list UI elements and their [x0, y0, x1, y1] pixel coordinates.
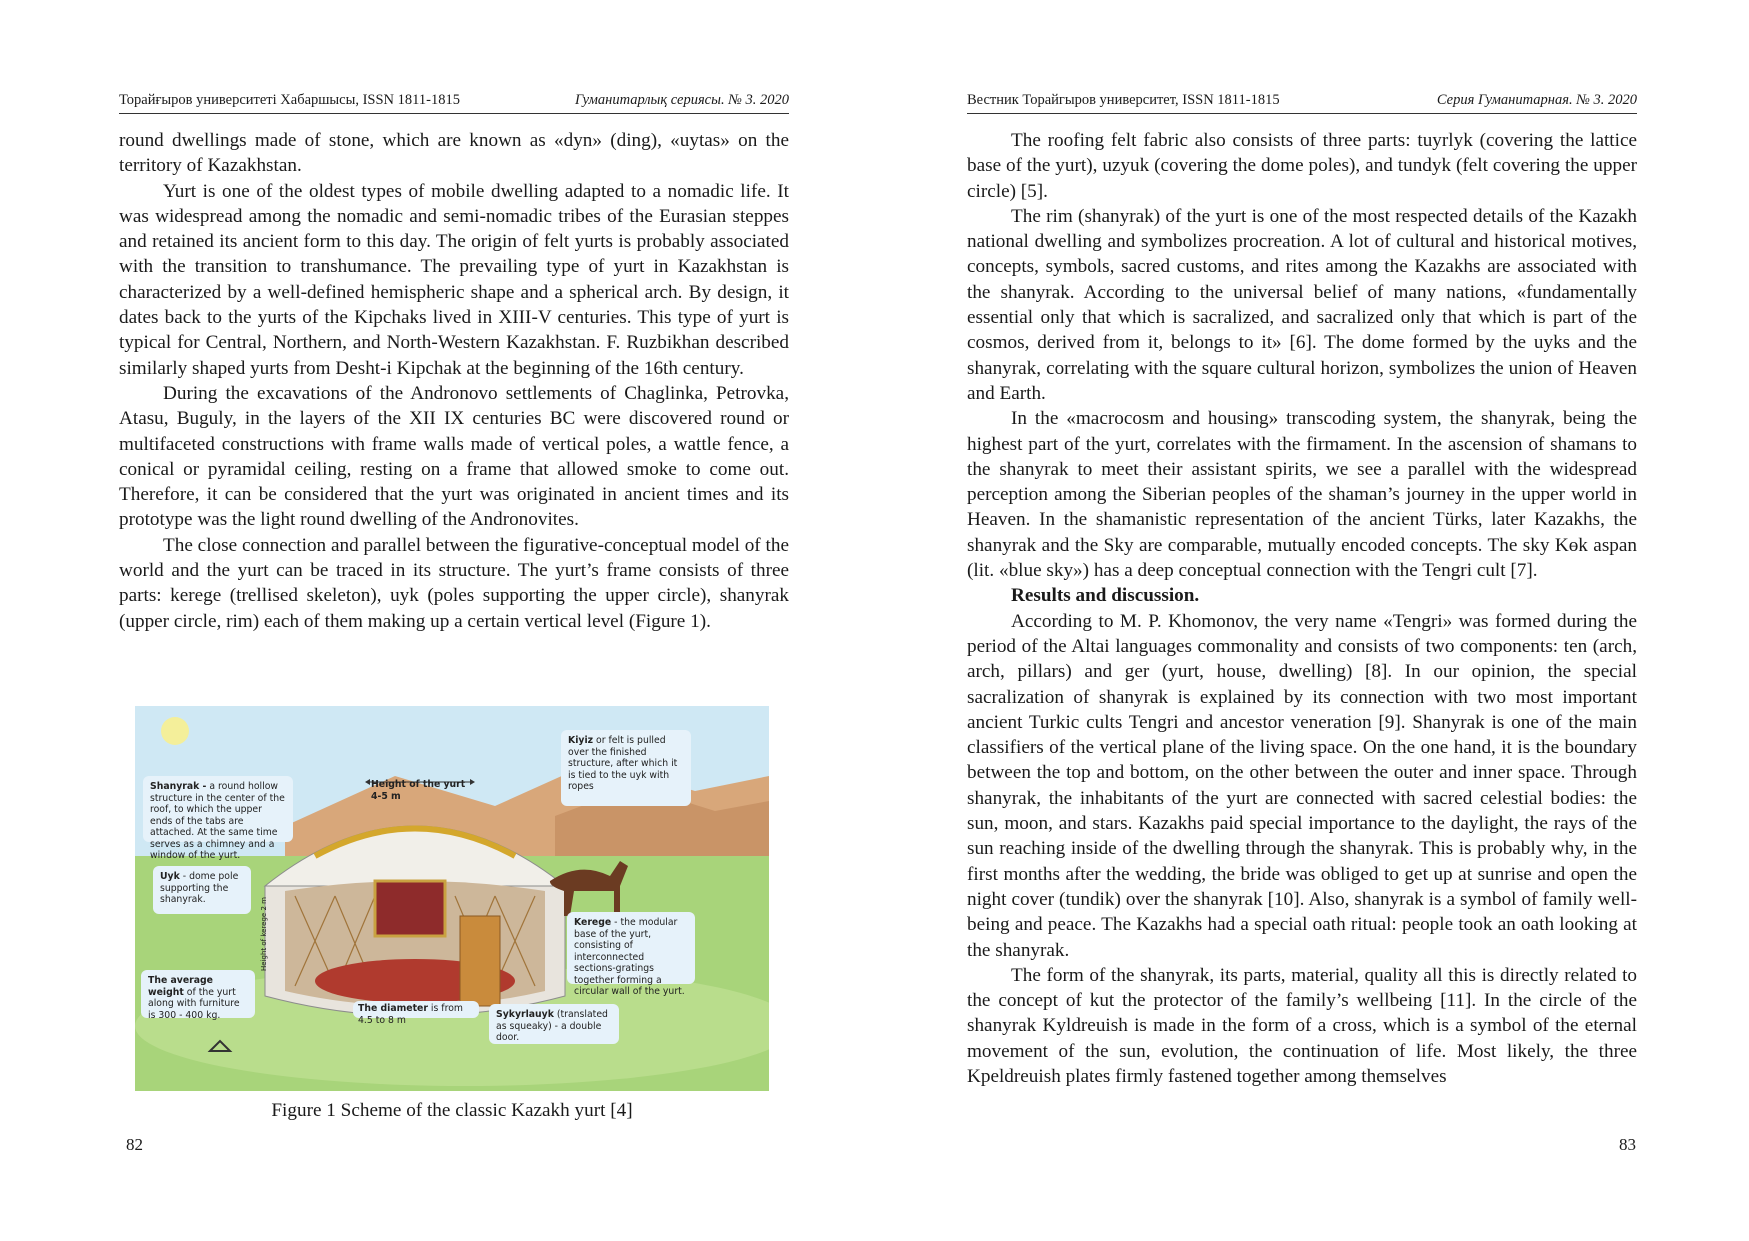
journal-title: Вестник Торайгыров университет, ISSN 1811-1815: [967, 92, 1280, 108]
callout-title: Uyk: [160, 871, 180, 882]
callout-text: - dome pole supporting the shanyrak.: [160, 871, 239, 905]
paragraph: The roofing felt fabric also consists of three parts: tuyrlyk (covering the lattice base of the yurt), uzyuk (covering the dome poles), and tundyk (felt covering the upper circle) [5].: [967, 130, 1637, 202]
weight-callout: [141, 970, 255, 1021]
callout-text: (translated as squeaky) - a double door.: [496, 1009, 608, 1043]
journal-title: Торайғыров университеті Хабаршысы, ISSN 1811-1815: [119, 92, 460, 108]
yurt-height-label: [367, 778, 477, 802]
callout-title: Kerege: [574, 917, 612, 928]
figure-caption: Figure 1 Scheme of the classic Kazakh yurt [4]: [271, 1100, 633, 1121]
left-page: [0, 0, 874, 1241]
page-number: 83: [1619, 1135, 1636, 1154]
running-header: [967, 92, 1637, 114]
callout-text: a round hollow structure in the center of the roof, to which the upper ends of the tabs are attached. At the same time serves as a chimney and a window of the yurt.: [150, 781, 285, 861]
callout-text: is from 4.5 to 8 m: [358, 1003, 463, 1026]
callout-text: or felt is pulled over the finished structure, after which it is tied to the uyk with ropes: [568, 735, 678, 792]
running-header: [119, 92, 789, 114]
shanyrak-callout: [143, 776, 293, 861]
callout-title: Shanyrak -: [150, 781, 207, 792]
series-title: Серия Гуманитарная. № 3. 2020: [1436, 92, 1637, 108]
diameter-callout: [353, 1001, 479, 1026]
paragraph: The rim (shanyrak) of the yurt is one of the most respected details of the Kazakh national dwelling and symbolizes procreation. A lot of cultural and historical motives, concepts, symbols, sacred customs, and rites among the Kazakhs are associated with the shanyrak. According to the universal belief of many nations, «fundamentally essential only that which is sacralized, and sacralized only that which is part of the cosmos, derived from it, belongs to it» [6]. The dome formed by the uyks and the shanyrak, correlating with the square cultural horizon, symbolizes the union of Heaven and Earth.: [967, 205, 1637, 404]
sun-icon: [161, 717, 189, 745]
paragraph: According to M. P. Khomonov, the very name «Tengri» was formed during the period of the Altai languages commonality and consists of two components: ten (arch, arch, pillars) and ger (yurt, house, dwelling) [8]. In our opinion, the special sacralization of shanyrak is explained by its connection with two most important ancient Turkic cults Tengri and ancestor veneration [9]. Shanyrak is one of the main classifiers of the vertical plane of the living space. On the one hand, it is the boundary between the top and bottom, on the other between the outer and inner space. Through shanyrak, the inhabitants of the yurt are connected with sacred celestial bodies: the sun, moon, and stars. Kazakhs paid special importance to the daylight, the rays of the sun reaching inside of the dwelling through the shanyrak. This is probably why, in the first months after the wedding, the bride was obliged to get up at sunrise and open the night cover (tundik) over the shanyrak [10]. Also, shanyrak is a symbol of family well-being and peace. The Kazakhs had a special oath ritual: people took an oath looking at the shanyrak.: [967, 610, 1637, 961]
callout-text: Height of the yurt 4-5 m: [371, 779, 466, 802]
paragraph: During the excavations of the Andronovo settlements of Chaglinka, Petrovka, Atasu, Buguly, in the layers of the XII IX centuries BC were discovered round or multifaceted constructions with frame walls made of vertical poles, a wattle fence, a conical or pyramidal ceiling, resting on a frame that allowed smoke to come out. Therefore, it can be considered that the yurt was originated in ancient times and its prototype was the light round dwelling of the Andronovites.: [119, 382, 789, 531]
body-text: [119, 128, 789, 634]
callout-title: Sykyrlauyk: [496, 1009, 554, 1020]
uyk-callout: [153, 866, 251, 914]
page-number: 82: [126, 1135, 143, 1154]
right-page: [874, 0, 1749, 1241]
paragraph: In the «macrocosm and housing» transcoding system, the shanyrak, being the highest part of the yurt, correlates with the firmament. In the ascension of shamans to the shanyrak to meet their assistant spirits, we see a parallel with the widespread perception among the Siberian peoples of the shaman’s journey in the upper world in Heaven. In the shamanistic representation of the ancient Türks, later Kazakhs, the shanyrak and the Sky are comparable, mutually encoded concepts. The sky Kөk aspan (lit. «blue sky») has a deep conceptual connection with the Tengri cult [7].: [967, 408, 1637, 582]
kerege-height-label: [259, 891, 273, 971]
callout-title: Kiyiz: [568, 735, 594, 746]
paragraph: Yurt is one of the oldest types of mobile dwelling adapted to a nomadic life. It was widespread among the nomadic and semi-nomadic tribes of the Eurasian steppes and retained its ancient form to this day. The origin of felt yurts is probably associated with the transition to transhumance. The prevailing type of yurt in Kazakhstan is characterized by a well-defined hemispheric shape and a spherical arch. By design, it dates back to the yurts of the Kipchaks lived in XIII-V centuries. This type of yurt is typical for Central, Northern, and North-Western Kazakhstan. F. Ruzbikhan described similarly shaped yurts from Desht-i Kipchak at the beginning of the 16th century.: [119, 180, 789, 379]
series-title: Гуманитарлық сериясы. № 3. 2020: [574, 92, 789, 108]
body-text: [967, 128, 1637, 1089]
paragraph: round dwellings made of stone, which are known as «dyn» (ding), «uytas» on the territory of Kazakhstan.: [119, 130, 789, 177]
paragraph: The close connection and parallel between the figurative-conceptual model of the world and the yurt can be traced in its structure. The yurt’s frame consists of three parts: kerege (trellised skeleton), uyk (poles supporting the upper circle), shanyrak (upper circle, rim) each of them making up a certain vertical level (Figure 1).: [119, 534, 789, 632]
section-heading: Results and discussion.: [1011, 585, 1200, 607]
kerege-callout: [567, 912, 695, 997]
callout-title: The average weight: [148, 975, 213, 998]
callout-title: The diameter: [358, 1003, 428, 1014]
yurt-scheme-figure: [135, 706, 769, 1091]
sykyrlauyk-callout: [489, 1004, 619, 1044]
callout-text: - the modular base of the yurt, consisting of interconnected sections-gratings together forming a circular wall of the yurt.: [574, 917, 685, 997]
paragraph: The form of the shanyrak, its parts, material, quality all this is directly related to the concept of kut the protector of the family’s wellbeing [11]. In the circle of the shanyrak Kyldreuish is made in the form of a cross, which is a symbol of the eternal movement of the sun, evolution, the continuation of life. Most likely, the three Kpeldreuish plates firmly fastened together among themselves: [967, 964, 1637, 1087]
callout-text: Height of kerege 2 m: [260, 897, 268, 971]
kiyiz-callout: [561, 730, 691, 806]
callout-text: of the yurt along with furniture is 300 - 400 kg.: [148, 986, 240, 1021]
